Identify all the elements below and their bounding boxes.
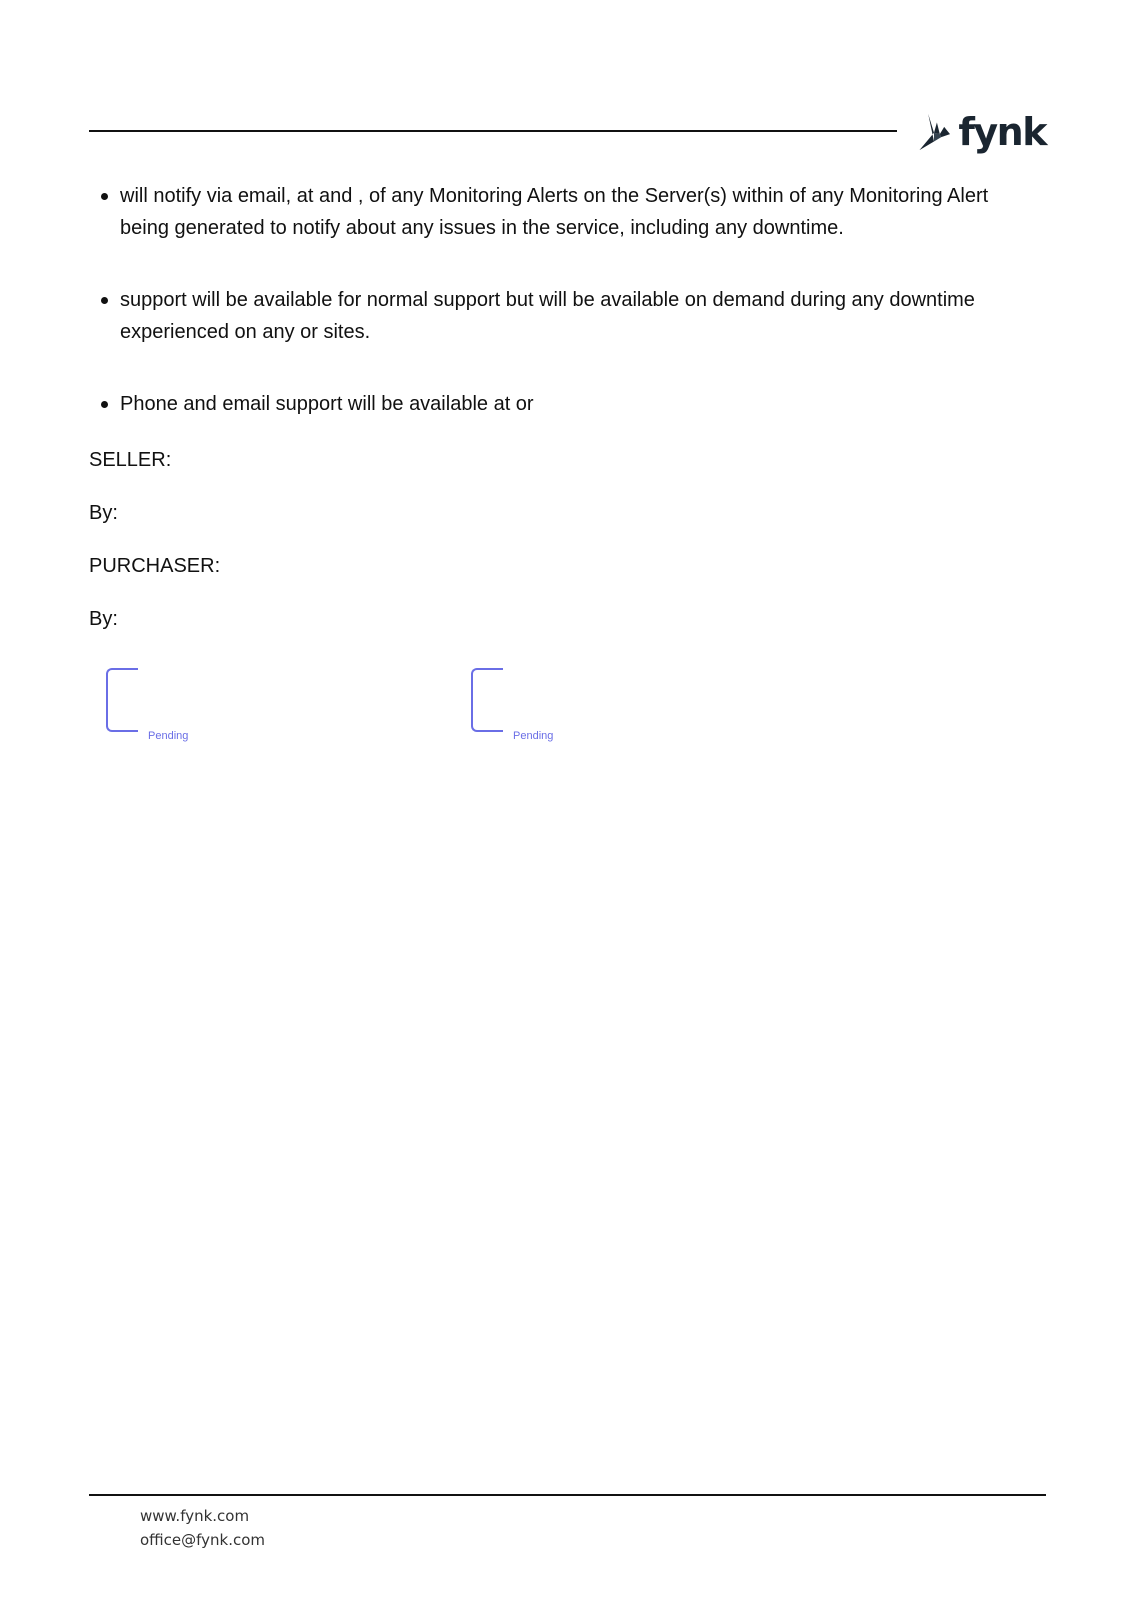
list-item xyxy=(89,388,1039,420)
seller-by-label: By: xyxy=(89,502,118,524)
signature-status: Pending xyxy=(148,730,189,742)
bullet-dot-icon xyxy=(101,193,108,200)
signature-bracket-icon xyxy=(471,668,503,732)
fynk-bird-icon xyxy=(918,105,954,159)
footer-divider xyxy=(89,1494,1046,1496)
header-divider xyxy=(89,130,897,132)
footer-email[interactable]: office@fynk.com xyxy=(140,1531,266,1549)
signature-bracket-icon xyxy=(106,668,138,732)
bullet-text: will notify via email, at and , of any Monitoring Alerts on the Server(s) within of any Monitoring Alert being generated to notify about any issues in the service, including any downtime. xyxy=(120,185,989,239)
purchaser-label: PURCHASER: xyxy=(89,555,221,577)
purchaser-by-label: By: xyxy=(89,608,118,630)
signature-status: Pending xyxy=(513,730,554,742)
bullet-text: support will be available for normal support but will be available on demand during any downtime experienced on any or sites. xyxy=(120,289,975,343)
logo-wordmark: fynk xyxy=(958,110,1046,154)
bullet-text: Phone and email support will be available at or xyxy=(120,393,534,415)
footer-website[interactable]: www.fynk.com xyxy=(140,1507,250,1525)
purchaser-signature-field[interactable] xyxy=(471,668,581,748)
bullet-dot-icon xyxy=(101,401,108,408)
seller-label: SELLER: xyxy=(89,449,172,471)
seller-signature-field[interactable] xyxy=(106,668,216,748)
terms-bullet-list xyxy=(89,180,1039,460)
bullet-dot-icon xyxy=(101,297,108,304)
list-item xyxy=(89,180,1039,244)
list-item xyxy=(89,284,1039,348)
fynk-logo xyxy=(918,104,1046,160)
